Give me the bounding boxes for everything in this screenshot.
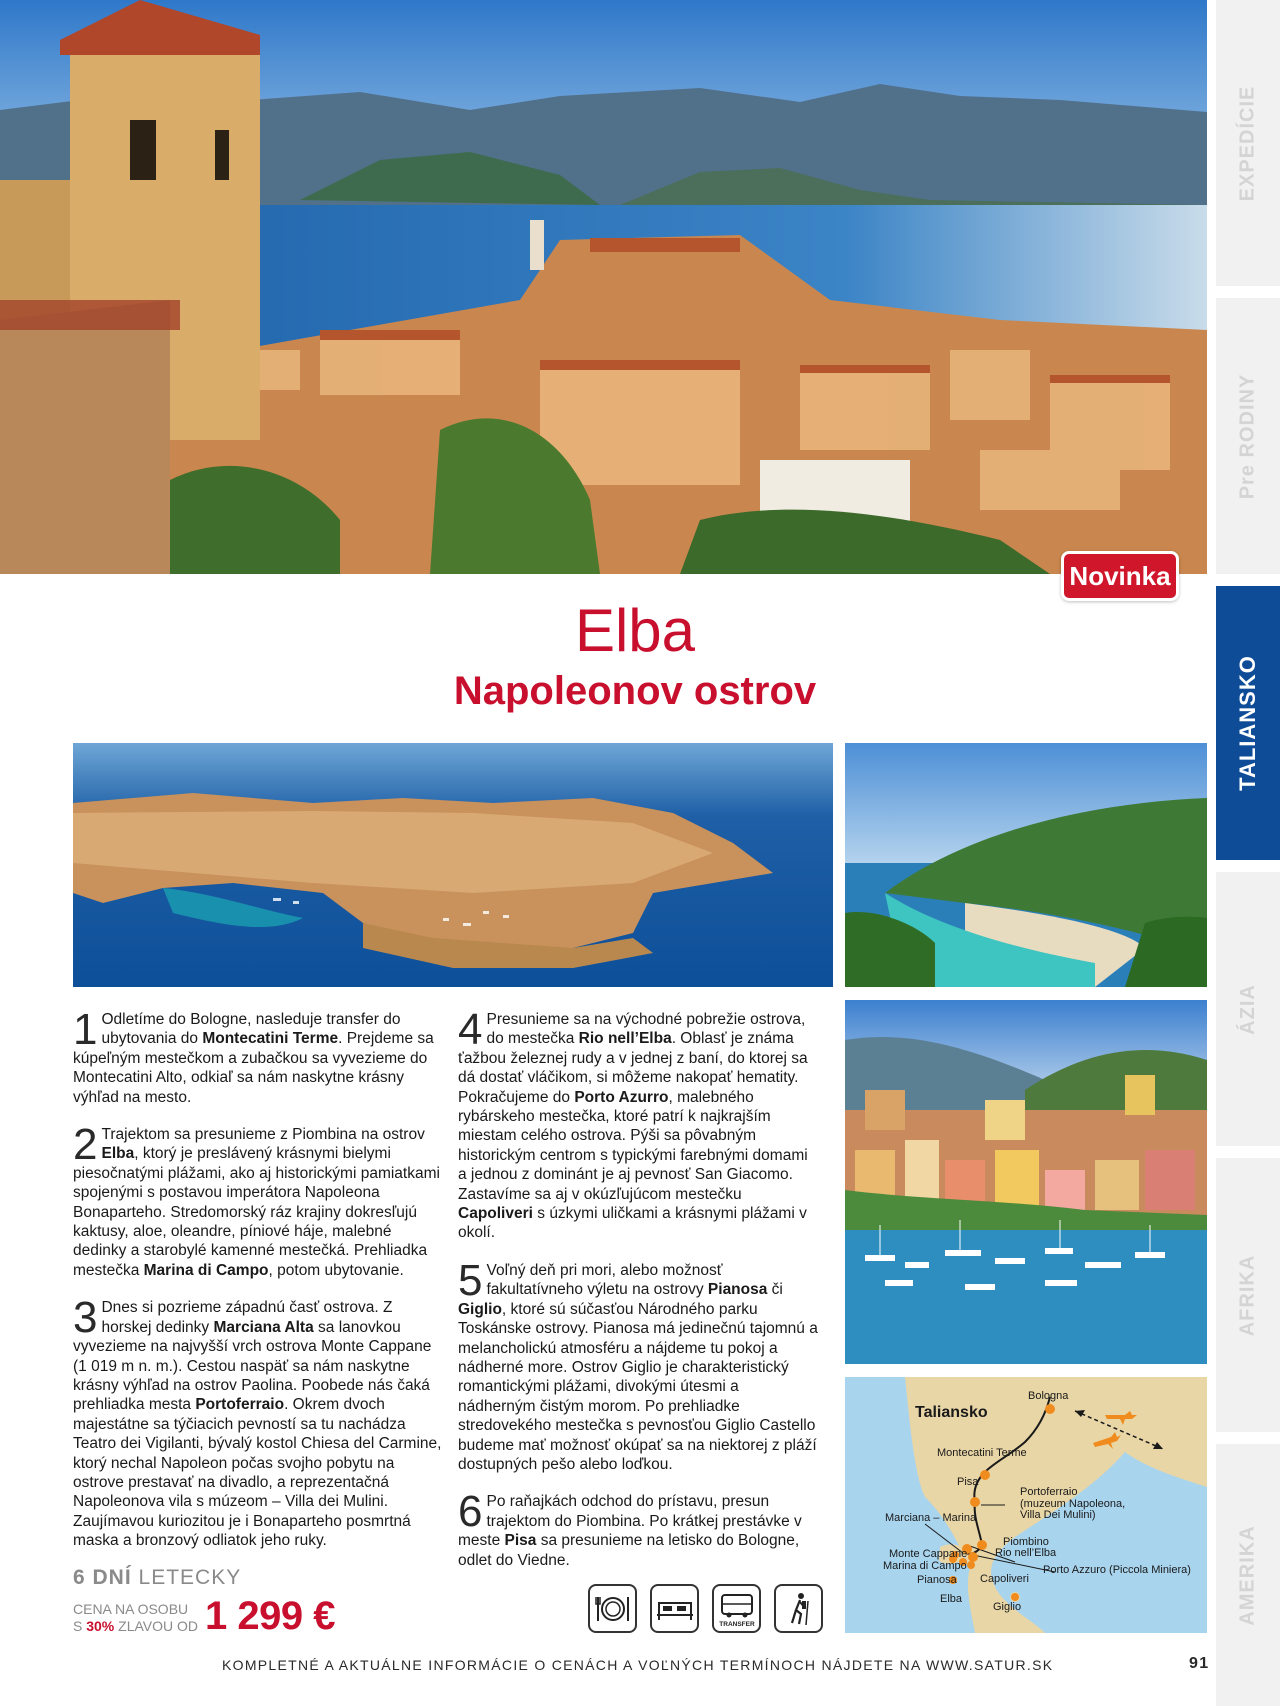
map-label-montecatini: Montecatini Terme: [937, 1447, 1027, 1459]
svg-text:TRANSFER: TRANSFER: [718, 1620, 755, 1628]
price-label: CENA NA OSOBU S 30% ZLAVOU OD: [73, 1601, 199, 1634]
photo-beach-bay: [845, 743, 1207, 987]
page-subtitle: Napoleonov ostrov: [453, 669, 817, 713]
page-number: 91: [1189, 1655, 1210, 1672]
highlighted-place: Rio nell’Elba: [578, 1030, 672, 1048]
highlighted-place: Pianosa: [707, 1281, 768, 1299]
side-tab-azia[interactable]: ÁZIA: [1216, 872, 1280, 1146]
map-label-villa-dei-mulini: Villa Dei Mulini): [1020, 1509, 1096, 1521]
side-tab-taliansko[interactable]: TALIANSKO: [1216, 586, 1280, 860]
map-label-portoferraio-museum: (muzeum Napoleona,: [1020, 1498, 1126, 1510]
hero-photo-portoferraio: [0, 0, 1207, 574]
price-value: 1 299 €: [205, 1594, 335, 1638]
itinerary-day: 6 Po raňajkách odchod do prístavu, presun trajektom do Piombina. Po krátkej prestávke v meste Pisa sa presunieme na letisko do Bologne, odlet do Viedne.: [458, 1487, 802, 1569]
side-tab-pre-rodiny[interactable]: Pre RODINY: [1216, 298, 1280, 574]
map-label-pisa: Pisa: [957, 1476, 979, 1488]
map-label-portoferraio: Portoferraio: [1020, 1486, 1078, 1498]
hiking-icon: [774, 1584, 823, 1633]
map-country-label: Taliansko: [915, 1404, 988, 1421]
page-title: Elba: [574, 597, 696, 664]
map-label-marina-di-campo: Marina di Campo: [883, 1560, 967, 1572]
highlighted-place: Marina di Campo: [143, 1261, 269, 1279]
route-map: [845, 1377, 1207, 1633]
map-label-capoliveri: Capoliveri: [980, 1573, 1029, 1585]
novinka-badge: Novinka: [1061, 551, 1179, 601]
itinerary-column-left: [73, 1005, 445, 1569]
itinerary-column-right: [458, 1005, 820, 1588]
side-tab-amerika[interactable]: AMERIKA: [1216, 1444, 1280, 1706]
bed-icon: [650, 1584, 699, 1633]
map-label-elba: Elba: [940, 1593, 963, 1605]
highlighted-place: Montecatini Terme: [202, 1030, 339, 1048]
highlighted-place: Pisa: [504, 1532, 537, 1550]
side-tab-afrika[interactable]: AFRIKA: [1216, 1158, 1280, 1432]
meals-icon: [588, 1584, 637, 1633]
map-label-monte-cappane: Monte Cappane: [889, 1548, 968, 1560]
discount-value: 30%: [86, 1618, 115, 1634]
highlighted-place: Elba: [101, 1145, 135, 1163]
map-label-marciana-marina: Marciana – Marina: [885, 1512, 977, 1524]
footer-info-text: KOMPLETNÉ A AKTUÁLNE INFORMÁCIE O CENÁCH A VOĽNÝCH TERMÍNOCH NÁJDETE NA WWW.SATUR.SK: [222, 1657, 1054, 1673]
itinerary-day: 1 Odletíme do Bologne, nasleduje transfer do ubytovania do Montecatini Terme. Prejdeme sa kúpeľným mestečkom a zubačkou sa vyvezieme do Montecatini Alto, odkiaľ sa nám naskytne krásny výhľad na mesto.: [73, 1005, 434, 1106]
map-label-bologna: Bologna: [1028, 1390, 1069, 1402]
highlighted-place: Porto Azurro: [574, 1088, 669, 1106]
side-tab-expedicie[interactable]: EXPEDÍCIE: [1216, 0, 1280, 286]
map-label-piombino: Piombino: [1003, 1536, 1049, 1548]
map-label-pianosa: Pianosa: [917, 1574, 957, 1586]
photo-harbour-town: [845, 1000, 1207, 1364]
highlighted-place: Portoferraio: [195, 1396, 285, 1414]
side-navigation: [1216, 0, 1280, 1706]
map-label-giglio: Giglio: [993, 1601, 1022, 1613]
itinerary-day: 3 Dnes si pozrieme západnú časť ostrova. Z horskej dedinky Marciana Alta sa lanovkou vyvezieme na najvyšší vrch ostrova Monte Cappane (1 019 m n. m.). Cestou naspäť sa nám naskytne krásny výhľad na ostrov Paolina. Poobede nás čaká prehliadka mesta Portoferraio. Okrem dvoch majestátne sa týčiacich pevností sa tu nachádza Teatro dei Vigilanti, bývalý kostol Chiesa del Carmine, ktorý nechal Napoleon počas svojho pobytu na ostrove prestavať na divadlo, a reprezentačná Napoleonova vila s múzeom – Villa dei Mulini. Zaujímavou kuriozitou je i Bonaparteho posmrtná maska a bronzový odliatok jeho ruky.: [73, 1293, 442, 1550]
map-label-porto-azzuro: Porto Azzuro (Piccola Miniera): [1043, 1564, 1191, 1576]
highlighted-place: Marciana Alta: [213, 1318, 314, 1336]
itinerary-day: 2 Trajektom sa presunieme z Piombina na ostrov Elba, ktorý je preslávený krásnymi bielymi piesočnatými plážami, ako aj historickými pamiatkami spojenými s postavou imperátora Napoleona Bonaparteho. Stredomorský ráz krajiny dokresľujú kaktusy, aloe, oleandre, píniové háje, malebné dedinky a starobylé kamenné mestečká. Prehliadka mestečka Marina di Campo, potom ubytovanie.: [73, 1120, 440, 1279]
trip-duration: 6 DNÍ LETECKY: [73, 1566, 242, 1589]
itinerary-day: 4 Presunieme sa na východné pobrežie ostrova, do mestečka Rio nell’Elba. Oblasť je známa ťažbou železnej rudy a v jednej z baní, do ktorej sa dá dostať vláčikom, si môžeme nakopať hematity. Pokračujeme do Porto Azurro, malebného rybárskeho mestečka, ktoré patrí k najkrajším miestam celého ostrova. Pýši sa pôvabným historickým centrom s typickými farebnými domami a jednou z dominánt je aj pevnosť San Giacomo. Zastavíme sa aj v okúzľujúcom mestečku Capoliveri s úzkymi uličkami a krásnymi plážami v okolí.: [458, 1005, 808, 1242]
photo-aerial-portoferraio: [73, 743, 833, 987]
highlighted-place: Giglio: [458, 1300, 502, 1318]
map-label-rio-nell-elba: Rio nell’Elba: [995, 1547, 1057, 1559]
bus-transfer-icon: [712, 1584, 761, 1633]
itinerary-day: 5 Voľný deň pri mori, alebo možnosť fakultatívneho výletu na ostrovy Pianosa či Giglio, ktoré sú súčasťou Národného parku Toskánske ostrovy. Pianosa má jedinečnú tajomnú a melancholickú atmosféru a nájdeme tu pokoj a nádherné more. Ostrov Giglio je charakteristický romantickými plážami, divokými útesmi a nádherným čistým morom. Po prehliadke stredovekého mestečka s pevnosťou Giglio Castello budeme mať možnosť okúpať sa na niektorej z pláží dostupných pešo alebo loďkou.: [458, 1255, 818, 1473]
service-icons: [588, 1584, 823, 1633]
highlighted-place: Capoliveri: [458, 1205, 533, 1223]
